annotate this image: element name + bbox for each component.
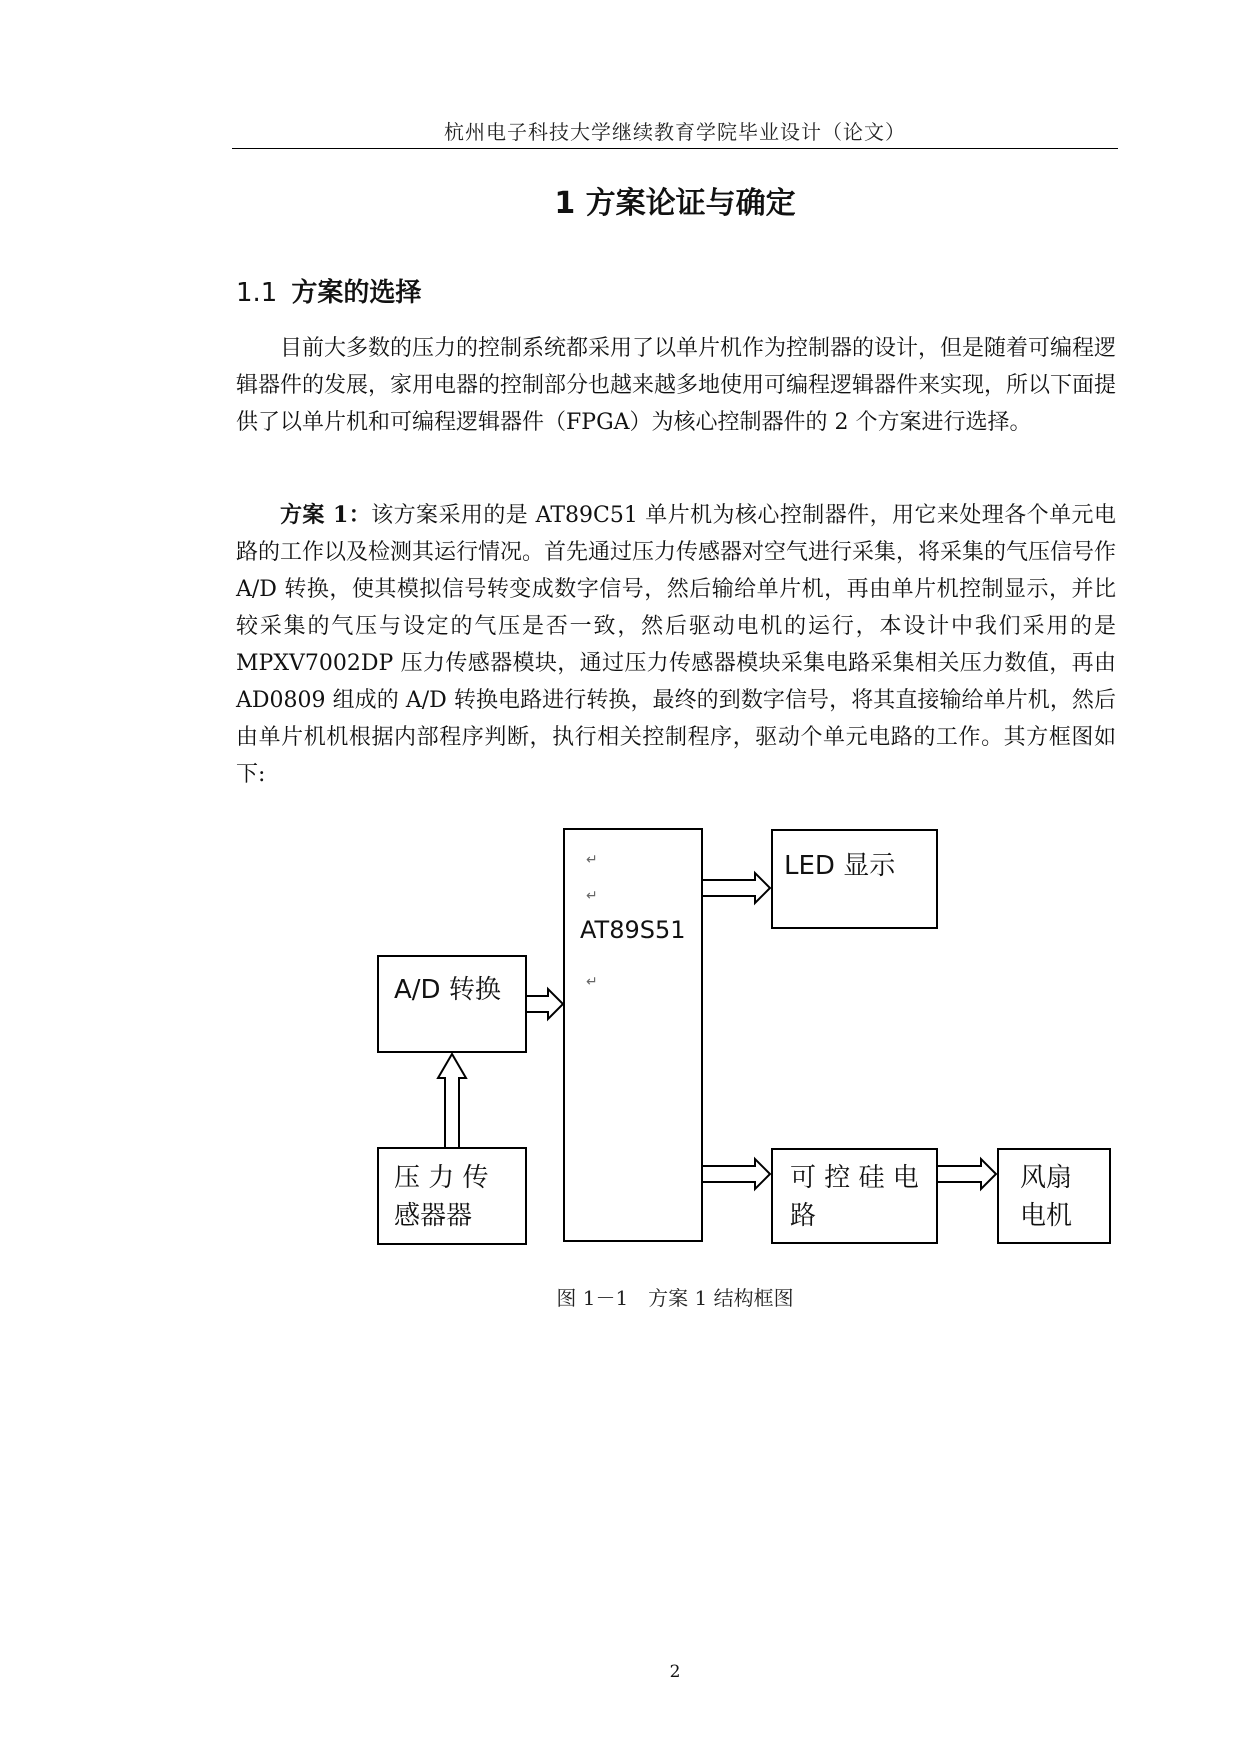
mcu-block — [564, 829, 702, 1241]
figure-caption: 图 1－1 方案 1 结构框图 — [556, 1286, 794, 1310]
scr-circuit-label-line1: 可 控 硅 电 — [790, 1163, 919, 1193]
scheme-1-label: 方案 1 — [280, 502, 349, 528]
return-mark: ↵ — [586, 974, 598, 990]
paragraph-1: 目前大多数的压力的控制系统都采用了以单片机作为控制器的设计，但是随着可编程逻辑器件的发展，家用电器的控制部分也越来越多地使用可编程逻辑器件来实现，所以下面提供了以单片机和可编程逻辑器件（FPGA）为核心控制器件的 2 个方案进行选择。 — [236, 336, 1117, 435]
arrow-mcu-to-scr — [702, 1159, 770, 1189]
pressure-sensor-label-line2: 感器器 — [394, 1201, 473, 1231]
scheme-1-body: 该方案采用的是 AT89C51 单片机为核心控制器件，用它来处理各个单元电路的工作以及检测其运行情况。首先通过压力传感器对空气进行采集，将采集的气压信号作 A/D 转换，使其模拟信号转变成数字信号，然后输给单片机，再由单片机控制显示，并比较采集的气压与设定的气压是否一致，然后驱动电机的运行，本设计中我们采用的是 MPXV7002DP 压力传感器模块，通过压力传感器模块采集电路采集相关压力数值，再由 AD0809 组成的 A/D 转换电路进行转换，最终的到数字信号，将其直接输给单片机，然后由单片机机根据内部程序判断，执行相关控制程序，驱动个单元电路的工作。其方框图如下: — [236, 503, 1117, 787]
return-mark: ↵ — [586, 888, 598, 904]
block-diagram — [370, 826, 1120, 1276]
adc-label: A/D 转换 — [394, 975, 501, 1005]
fan-motor-label-line1: 风扇 — [1020, 1163, 1073, 1193]
return-mark: ↵ — [586, 852, 598, 868]
page-number: 2 — [669, 1662, 681, 1682]
scheme-1-colon: ： — [348, 502, 372, 528]
led-display-label: LED 显示 — [784, 851, 896, 881]
page-header: 杭州电子科技大学继续教育学院毕业设计（论文） — [444, 120, 906, 144]
mcu-label: AT89S51 — [580, 916, 686, 944]
fan-motor-label-line2: 电机 — [1020, 1201, 1073, 1231]
paragraph-2 — [236, 497, 1116, 793]
arrow-sensor-to-adc — [438, 1054, 466, 1148]
section-title — [236, 272, 421, 309]
section-number: 1.1 — [236, 278, 278, 308]
scr-circuit-label-line2: 路 — [790, 1201, 817, 1231]
section-title-text: 方案的选择 — [291, 278, 422, 308]
header-rule — [232, 148, 1118, 149]
arrow-scr-to-fan — [937, 1159, 996, 1189]
arrow-mcu-to-led — [702, 873, 770, 903]
arrow-adc-to-mcu — [526, 989, 563, 1019]
pressure-sensor-label-line1: 压 力 传 — [394, 1163, 489, 1193]
chapter-title: 1 方案论证与确定 — [554, 186, 796, 221]
